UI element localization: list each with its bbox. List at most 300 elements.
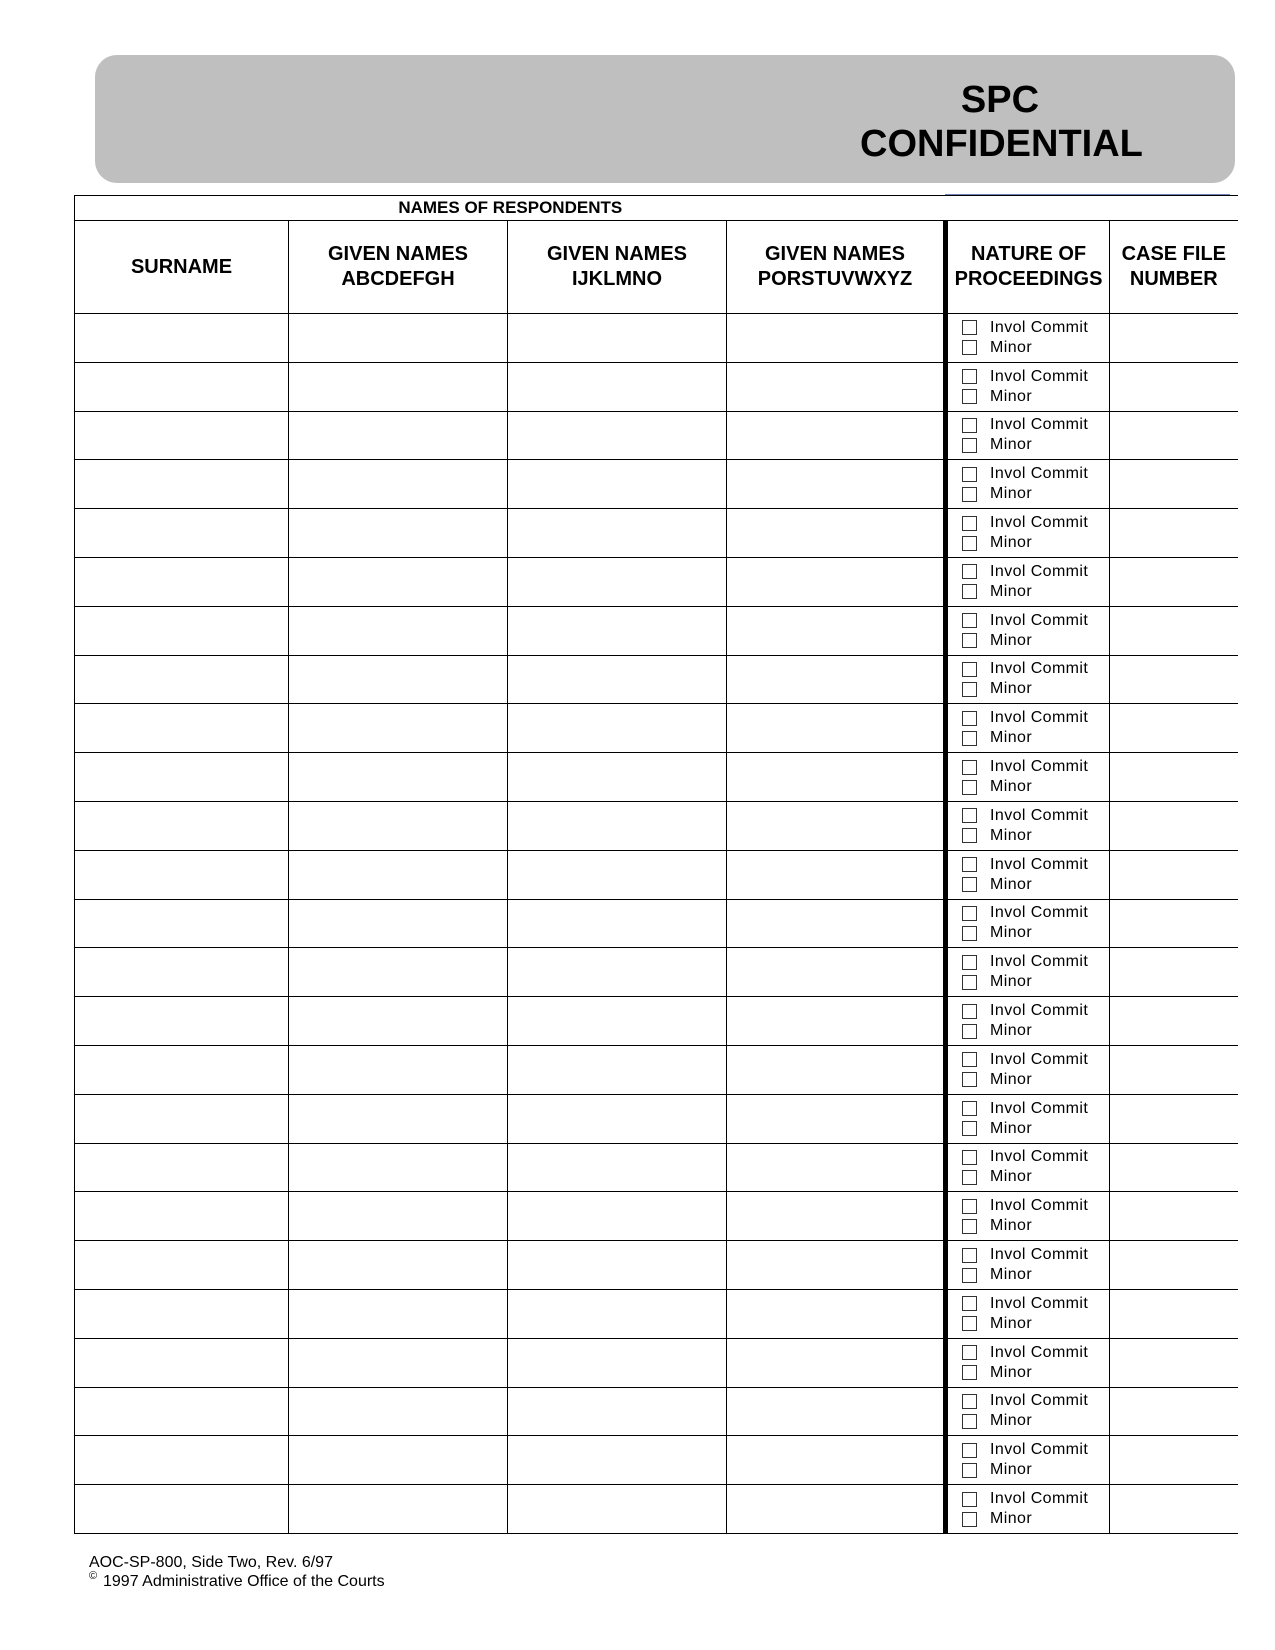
case-file-number-cell[interactable] bbox=[1110, 362, 1238, 411]
case-file-number-cell[interactable] bbox=[1110, 1143, 1238, 1192]
minor-checkbox[interactable] bbox=[962, 1121, 977, 1136]
table-row bbox=[75, 509, 1238, 558]
invol-commit-option[interactable] bbox=[948, 855, 1109, 875]
table-row bbox=[75, 801, 1238, 850]
option-label: Invol Commit bbox=[990, 318, 1089, 336]
given-names-i-o-cell[interactable] bbox=[508, 1045, 727, 1094]
option-label: Minor bbox=[990, 1510, 1033, 1528]
given-names-a-h-cell[interactable] bbox=[289, 850, 508, 899]
case-file-number-cell[interactable] bbox=[1110, 1485, 1238, 1534]
case-file-number-cell[interactable] bbox=[1110, 1289, 1238, 1338]
given-names-a-h-cell[interactable] bbox=[289, 1192, 508, 1241]
invol-commit-option[interactable] bbox=[948, 1391, 1109, 1411]
option-label: Invol Commit bbox=[990, 514, 1089, 532]
nature-of-proceedings-cell bbox=[946, 606, 1110, 655]
surname-cell[interactable] bbox=[75, 850, 289, 899]
given-names-p-z-cell[interactable] bbox=[727, 557, 946, 606]
minor-option[interactable] bbox=[948, 1509, 1109, 1529]
given-names-p-z-cell[interactable] bbox=[727, 1485, 946, 1534]
given-names-i-o-cell[interactable] bbox=[508, 1289, 727, 1338]
given-names-i-o-cell[interactable] bbox=[508, 1485, 727, 1534]
case-file-number-cell[interactable] bbox=[1110, 314, 1238, 363]
copyright-text: 1997 Administrative Office of the Courts bbox=[103, 1573, 385, 1590]
respondents-table bbox=[74, 195, 1238, 1534]
given-names-i-o-cell[interactable] bbox=[508, 1387, 727, 1436]
given-names-p-z-cell[interactable] bbox=[727, 460, 946, 509]
surname-cell[interactable] bbox=[75, 753, 289, 802]
surname-cell[interactable] bbox=[75, 411, 289, 460]
given-names-i-o-cell[interactable] bbox=[508, 704, 727, 753]
case-file-number-cell[interactable] bbox=[1110, 1436, 1238, 1485]
minor-option[interactable] bbox=[948, 1167, 1109, 1187]
invol-commit-option[interactable] bbox=[948, 611, 1109, 631]
table-row bbox=[75, 460, 1238, 509]
given-names-a-h-cell[interactable] bbox=[289, 362, 508, 411]
given-names-p-z-cell[interactable] bbox=[727, 1094, 946, 1143]
minor-option[interactable] bbox=[948, 1216, 1109, 1236]
given-names-i-o-cell[interactable] bbox=[508, 1192, 727, 1241]
invol-commit-option[interactable] bbox=[948, 757, 1109, 777]
minor-checkbox[interactable] bbox=[962, 1219, 977, 1234]
given-names-p-z-cell[interactable] bbox=[727, 753, 946, 802]
option-label: Minor bbox=[990, 1022, 1033, 1040]
invol-commit-option[interactable] bbox=[948, 806, 1109, 826]
given-names-a-h-cell[interactable] bbox=[289, 655, 508, 704]
minor-option[interactable] bbox=[948, 1070, 1109, 1090]
invol-commit-option[interactable] bbox=[948, 562, 1109, 582]
given-names-i-o-cell[interactable] bbox=[508, 314, 727, 363]
table-row bbox=[75, 899, 1238, 948]
given-names-i-o-cell[interactable] bbox=[508, 1338, 727, 1387]
surname-cell[interactable] bbox=[75, 1436, 289, 1485]
respondent-rows bbox=[75, 314, 1238, 1534]
option-label: Minor bbox=[990, 1461, 1033, 1479]
minor-checkbox[interactable] bbox=[962, 1365, 977, 1380]
given-names-p-z-cell[interactable] bbox=[727, 801, 946, 850]
option-label: Minor bbox=[990, 973, 1033, 991]
minor-checkbox[interactable] bbox=[962, 926, 977, 941]
given-names-a-h-cell[interactable] bbox=[289, 1094, 508, 1143]
nature-of-proceedings-cell bbox=[946, 314, 1110, 363]
minor-option[interactable] bbox=[948, 777, 1109, 797]
given-names-i-o-cell[interactable] bbox=[508, 1143, 727, 1192]
given-names-p-z-cell[interactable] bbox=[727, 1436, 946, 1485]
given-names-i-o-cell[interactable] bbox=[508, 411, 727, 460]
given-names-p-z-cell[interactable] bbox=[727, 655, 946, 704]
given-names-a-h-cell[interactable] bbox=[289, 1338, 508, 1387]
minor-option[interactable] bbox=[948, 1021, 1109, 1041]
given-names-p-z-cell[interactable] bbox=[727, 1241, 946, 1290]
invol-commit-checkbox[interactable] bbox=[962, 760, 977, 775]
invol-commit-option[interactable] bbox=[948, 1440, 1109, 1460]
minor-checkbox[interactable] bbox=[962, 975, 977, 990]
given-names-i-o-cell[interactable] bbox=[508, 509, 727, 558]
given-names-a-h-cell[interactable] bbox=[289, 411, 508, 460]
given-names-i-o-cell[interactable] bbox=[508, 557, 727, 606]
minor-option[interactable] bbox=[948, 875, 1109, 895]
option-label: Minor bbox=[990, 680, 1033, 698]
option-label: Minor bbox=[990, 1266, 1033, 1284]
case-file-number-cell[interactable] bbox=[1110, 557, 1238, 606]
surname-cell[interactable] bbox=[75, 362, 289, 411]
given-names-i-o-cell[interactable] bbox=[508, 1436, 727, 1485]
table-row bbox=[75, 1436, 1238, 1485]
surname-cell[interactable] bbox=[75, 606, 289, 655]
minor-option[interactable] bbox=[948, 387, 1109, 407]
surname-cell[interactable] bbox=[75, 1338, 289, 1387]
invol-commit-checkbox[interactable] bbox=[962, 467, 977, 482]
case-file-number-cell[interactable] bbox=[1110, 1094, 1238, 1143]
invol-commit-option[interactable] bbox=[948, 318, 1109, 338]
given-names-a-h-cell[interactable] bbox=[289, 801, 508, 850]
given-names-a-h-cell[interactable] bbox=[289, 899, 508, 948]
given-names-p-z-cell[interactable] bbox=[727, 509, 946, 558]
case-file-number-cell[interactable] bbox=[1110, 997, 1238, 1046]
given-names-a-h-cell[interactable] bbox=[289, 1241, 508, 1290]
case-file-number-cell[interactable] bbox=[1110, 753, 1238, 802]
invol-commit-option[interactable] bbox=[948, 1001, 1109, 1021]
table-row bbox=[75, 1338, 1238, 1387]
minor-checkbox[interactable] bbox=[962, 487, 977, 502]
surname-cell[interactable] bbox=[75, 1094, 289, 1143]
option-label: Invol Commit bbox=[990, 709, 1089, 727]
surname-cell[interactable] bbox=[75, 1241, 289, 1290]
nature-of-proceedings-cell bbox=[946, 704, 1110, 753]
invol-commit-option[interactable] bbox=[948, 415, 1109, 435]
invol-commit-option[interactable] bbox=[948, 1294, 1109, 1314]
minor-option[interactable] bbox=[948, 533, 1109, 553]
surname-cell[interactable] bbox=[75, 460, 289, 509]
given-names-a-h-cell[interactable] bbox=[289, 753, 508, 802]
nature-of-proceedings-cell bbox=[946, 655, 1110, 704]
invol-commit-option[interactable] bbox=[948, 1245, 1109, 1265]
case-file-number-cell[interactable] bbox=[1110, 411, 1238, 460]
minor-checkbox[interactable] bbox=[962, 1024, 977, 1039]
given-names-a-h-cell[interactable] bbox=[289, 704, 508, 753]
given-names-a-h-cell[interactable] bbox=[289, 1485, 508, 1534]
case-file-number-cell[interactable] bbox=[1110, 606, 1238, 655]
given-names-a-h-cell[interactable] bbox=[289, 948, 508, 997]
given-names-p-z-cell[interactable] bbox=[727, 1289, 946, 1338]
table-row bbox=[75, 997, 1238, 1046]
option-label: Minor bbox=[990, 338, 1033, 356]
invol-commit-checkbox[interactable] bbox=[962, 711, 977, 726]
option-label: Invol Commit bbox=[990, 1246, 1089, 1264]
table-row bbox=[75, 655, 1238, 704]
surname-cell[interactable] bbox=[75, 314, 289, 363]
option-label: Invol Commit bbox=[990, 367, 1089, 385]
given-names-p-z-cell[interactable] bbox=[727, 1143, 946, 1192]
given-names-i-o-cell[interactable] bbox=[508, 606, 727, 655]
given-names-p-z-cell[interactable] bbox=[727, 704, 946, 753]
option-label: Minor bbox=[990, 826, 1033, 844]
surname-cell[interactable] bbox=[75, 1485, 289, 1534]
invol-commit-checkbox[interactable] bbox=[962, 857, 977, 872]
given-names-p-z-cell[interactable] bbox=[727, 948, 946, 997]
surname-cell[interactable] bbox=[75, 1387, 289, 1436]
given-names-a-h-cell[interactable] bbox=[289, 1143, 508, 1192]
minor-option[interactable] bbox=[948, 679, 1109, 699]
minor-option[interactable] bbox=[948, 484, 1109, 504]
minor-checkbox[interactable] bbox=[962, 731, 977, 746]
table-row bbox=[75, 704, 1238, 753]
minor-option[interactable] bbox=[948, 1314, 1109, 1334]
option-label: Invol Commit bbox=[990, 416, 1089, 434]
invol-commit-checkbox[interactable] bbox=[962, 662, 977, 677]
nature-of-proceedings-cell bbox=[946, 1289, 1110, 1338]
invol-commit-checkbox[interactable] bbox=[962, 1345, 977, 1360]
invol-commit-checkbox[interactable] bbox=[962, 1052, 977, 1067]
given-names-a-h-cell[interactable] bbox=[289, 1045, 508, 1094]
nature-of-proceedings-cell bbox=[946, 801, 1110, 850]
nature-of-proceedings-cell bbox=[946, 1143, 1110, 1192]
surname-cell[interactable] bbox=[75, 704, 289, 753]
minor-option[interactable] bbox=[948, 435, 1109, 455]
invol-commit-option[interactable] bbox=[948, 367, 1109, 387]
group-header-blank bbox=[946, 196, 1238, 221]
table-row bbox=[75, 411, 1238, 460]
given-names-i-o-cell[interactable] bbox=[508, 850, 727, 899]
minor-checkbox[interactable] bbox=[962, 877, 977, 892]
nature-of-proceedings-cell bbox=[946, 899, 1110, 948]
given-names-a-h-cell[interactable] bbox=[289, 557, 508, 606]
invol-commit-option[interactable] bbox=[948, 1050, 1109, 1070]
invol-commit-checkbox[interactable] bbox=[962, 1101, 977, 1116]
minor-checkbox[interactable] bbox=[962, 438, 977, 453]
option-label: Minor bbox=[990, 1168, 1033, 1186]
given-names-a-h-cell[interactable] bbox=[289, 314, 508, 363]
minor-checkbox[interactable] bbox=[962, 584, 977, 599]
given-names-i-o-cell[interactable] bbox=[508, 460, 727, 509]
minor-checkbox[interactable] bbox=[962, 1512, 977, 1527]
given-names-p-z-cell[interactable] bbox=[727, 314, 946, 363]
surname-cell[interactable] bbox=[75, 1192, 289, 1241]
option-label: Minor bbox=[990, 582, 1033, 600]
invol-commit-option[interactable] bbox=[948, 464, 1109, 484]
col-case-file-number: CASE FILE NUMBER bbox=[1110, 221, 1238, 314]
given-names-a-h-cell[interactable] bbox=[289, 460, 508, 509]
option-label: Invol Commit bbox=[990, 1441, 1089, 1459]
given-names-i-o-cell[interactable] bbox=[508, 753, 727, 802]
option-label: Minor bbox=[990, 729, 1033, 747]
surname-cell[interactable] bbox=[75, 1045, 289, 1094]
option-label: Minor bbox=[990, 485, 1033, 503]
option-label: Invol Commit bbox=[990, 758, 1089, 776]
invol-commit-checkbox[interactable] bbox=[962, 1150, 977, 1165]
option-label: Invol Commit bbox=[990, 465, 1089, 483]
invol-commit-checkbox[interactable] bbox=[962, 808, 977, 823]
minor-option[interactable] bbox=[948, 1460, 1109, 1480]
minor-checkbox[interactable] bbox=[962, 1170, 977, 1185]
given-names-a-h-cell[interactable] bbox=[289, 997, 508, 1046]
surname-cell[interactable] bbox=[75, 899, 289, 948]
option-label: Invol Commit bbox=[990, 1197, 1089, 1215]
minor-option[interactable] bbox=[948, 972, 1109, 992]
option-label: Minor bbox=[990, 1217, 1033, 1235]
minor-option[interactable] bbox=[948, 923, 1109, 943]
minor-checkbox[interactable] bbox=[962, 1463, 977, 1478]
invol-commit-checkbox[interactable] bbox=[962, 1394, 977, 1409]
case-file-number-cell[interactable] bbox=[1110, 948, 1238, 997]
invol-commit-checkbox[interactable] bbox=[962, 564, 977, 579]
minor-option[interactable] bbox=[948, 582, 1109, 602]
minor-checkbox[interactable] bbox=[962, 633, 977, 648]
surname-cell[interactable] bbox=[75, 1289, 289, 1338]
surname-cell[interactable] bbox=[75, 801, 289, 850]
minor-checkbox[interactable] bbox=[962, 340, 977, 355]
case-file-number-cell[interactable] bbox=[1110, 801, 1238, 850]
case-file-number-cell[interactable] bbox=[1110, 509, 1238, 558]
invol-commit-option[interactable] bbox=[948, 1196, 1109, 1216]
invol-commit-option[interactable] bbox=[948, 513, 1109, 533]
invol-commit-checkbox[interactable] bbox=[962, 1296, 977, 1311]
given-names-p-z-cell[interactable] bbox=[727, 1338, 946, 1387]
table-row bbox=[75, 948, 1238, 997]
nature-of-proceedings-cell bbox=[946, 948, 1110, 997]
invol-commit-checkbox[interactable] bbox=[962, 516, 977, 531]
case-file-number-cell[interactable] bbox=[1110, 460, 1238, 509]
surname-cell[interactable] bbox=[75, 948, 289, 997]
option-label: Minor bbox=[990, 924, 1033, 942]
invol-commit-checkbox[interactable] bbox=[962, 1492, 977, 1507]
option-label: Minor bbox=[990, 387, 1033, 405]
option-label: Minor bbox=[990, 1070, 1033, 1088]
minor-checkbox[interactable] bbox=[962, 1072, 977, 1087]
minor-checkbox[interactable] bbox=[962, 780, 977, 795]
given-names-a-h-cell[interactable] bbox=[289, 606, 508, 655]
invol-commit-checkbox[interactable] bbox=[962, 1443, 977, 1458]
invol-commit-option[interactable] bbox=[948, 708, 1109, 728]
invol-commit-option[interactable] bbox=[948, 1147, 1109, 1167]
table-row bbox=[75, 606, 1238, 655]
case-file-number-cell[interactable] bbox=[1110, 704, 1238, 753]
given-names-p-z-cell[interactable] bbox=[727, 899, 946, 948]
surname-cell[interactable] bbox=[75, 557, 289, 606]
given-names-i-o-cell[interactable] bbox=[508, 1094, 727, 1143]
invol-commit-checkbox[interactable] bbox=[962, 320, 977, 335]
given-names-i-o-cell[interactable] bbox=[508, 948, 727, 997]
option-label: Minor bbox=[990, 436, 1033, 454]
table-row bbox=[75, 1289, 1238, 1338]
invol-commit-checkbox[interactable] bbox=[962, 955, 977, 970]
minor-checkbox[interactable] bbox=[962, 1414, 977, 1429]
option-label: Minor bbox=[990, 1119, 1033, 1137]
nature-of-proceedings-cell bbox=[946, 997, 1110, 1046]
option-label: Invol Commit bbox=[990, 1050, 1089, 1068]
minor-option[interactable] bbox=[948, 1265, 1109, 1285]
given-names-p-z-cell[interactable] bbox=[727, 1192, 946, 1241]
given-names-p-z-cell[interactable] bbox=[727, 606, 946, 655]
given-names-p-z-cell[interactable] bbox=[727, 411, 946, 460]
page-title bbox=[860, 78, 1143, 166]
option-label: Minor bbox=[990, 534, 1033, 552]
given-names-i-o-cell[interactable] bbox=[508, 362, 727, 411]
given-names-p-z-cell[interactable] bbox=[727, 850, 946, 899]
case-file-number-cell[interactable] bbox=[1110, 899, 1238, 948]
nature-of-proceedings-cell bbox=[946, 362, 1110, 411]
invol-commit-checkbox[interactable] bbox=[962, 613, 977, 628]
given-names-p-z-cell[interactable] bbox=[727, 362, 946, 411]
table-row bbox=[75, 362, 1238, 411]
case-file-number-cell[interactable] bbox=[1110, 1045, 1238, 1094]
surname-cell[interactable] bbox=[75, 655, 289, 704]
minor-checkbox[interactable] bbox=[962, 682, 977, 697]
minor-option[interactable] bbox=[948, 826, 1109, 846]
surname-cell[interactable] bbox=[75, 509, 289, 558]
case-file-number-cell[interactable] bbox=[1110, 1192, 1238, 1241]
nature-of-proceedings-cell bbox=[946, 1094, 1110, 1143]
invol-commit-checkbox[interactable] bbox=[962, 369, 977, 384]
surname-cell[interactable] bbox=[75, 1143, 289, 1192]
given-names-p-z-cell[interactable] bbox=[727, 1387, 946, 1436]
invol-commit-option[interactable] bbox=[948, 1343, 1109, 1363]
option-label: Invol Commit bbox=[990, 1294, 1089, 1312]
minor-checkbox[interactable] bbox=[962, 1316, 977, 1331]
minor-option[interactable] bbox=[948, 631, 1109, 651]
case-file-number-cell[interactable] bbox=[1110, 850, 1238, 899]
nature-of-proceedings-cell bbox=[946, 1192, 1110, 1241]
given-names-i-o-cell[interactable] bbox=[508, 997, 727, 1046]
minor-checkbox[interactable] bbox=[962, 1268, 977, 1283]
invol-commit-checkbox[interactable] bbox=[962, 1004, 977, 1019]
invol-commit-option[interactable] bbox=[948, 659, 1109, 679]
option-label: Invol Commit bbox=[990, 1392, 1089, 1410]
invol-commit-checkbox[interactable] bbox=[962, 906, 977, 921]
given-names-p-z-cell[interactable] bbox=[727, 997, 946, 1046]
given-names-a-h-cell[interactable] bbox=[289, 1436, 508, 1485]
given-names-i-o-cell[interactable] bbox=[508, 801, 727, 850]
option-label: Minor bbox=[990, 1314, 1033, 1332]
surname-cell[interactable] bbox=[75, 997, 289, 1046]
option-label: Invol Commit bbox=[990, 855, 1089, 873]
case-file-number-cell[interactable] bbox=[1110, 1241, 1238, 1290]
given-names-i-o-cell[interactable] bbox=[508, 1241, 727, 1290]
minor-option[interactable] bbox=[948, 1411, 1109, 1431]
given-names-i-o-cell[interactable] bbox=[508, 899, 727, 948]
minor-option[interactable] bbox=[948, 1119, 1109, 1139]
invol-commit-option[interactable] bbox=[948, 903, 1109, 923]
given-names-a-h-cell[interactable] bbox=[289, 1387, 508, 1436]
invol-commit-checkbox[interactable] bbox=[962, 1199, 977, 1214]
given-names-a-h-cell[interactable] bbox=[289, 509, 508, 558]
invol-commit-option[interactable] bbox=[948, 1099, 1109, 1119]
minor-checkbox[interactable] bbox=[962, 828, 977, 843]
case-file-number-cell[interactable] bbox=[1110, 1387, 1238, 1436]
invol-commit-checkbox[interactable] bbox=[962, 418, 977, 433]
col-nature-of-proceedings: NATURE OF PROCEEDINGS bbox=[946, 221, 1110, 314]
minor-option[interactable] bbox=[948, 728, 1109, 748]
minor-checkbox[interactable] bbox=[962, 536, 977, 551]
table-row bbox=[75, 1192, 1238, 1241]
case-file-number-cell[interactable] bbox=[1110, 1338, 1238, 1387]
table-row bbox=[75, 850, 1238, 899]
invol-commit-option[interactable] bbox=[948, 952, 1109, 972]
given-names-p-z-cell[interactable] bbox=[727, 1045, 946, 1094]
nature-of-proceedings-cell bbox=[946, 1485, 1110, 1534]
option-label: Minor bbox=[990, 1363, 1033, 1381]
table-row bbox=[75, 1045, 1238, 1094]
minor-checkbox[interactable] bbox=[962, 389, 977, 404]
minor-option[interactable] bbox=[948, 338, 1109, 358]
given-names-a-h-cell[interactable] bbox=[289, 1289, 508, 1338]
given-names-i-o-cell[interactable] bbox=[508, 655, 727, 704]
case-file-number-cell[interactable] bbox=[1110, 655, 1238, 704]
invol-commit-option[interactable] bbox=[948, 1489, 1109, 1509]
option-label: Invol Commit bbox=[990, 1002, 1089, 1020]
option-label: Invol Commit bbox=[990, 1490, 1089, 1508]
invol-commit-checkbox[interactable] bbox=[962, 1248, 977, 1263]
minor-option[interactable] bbox=[948, 1363, 1109, 1383]
